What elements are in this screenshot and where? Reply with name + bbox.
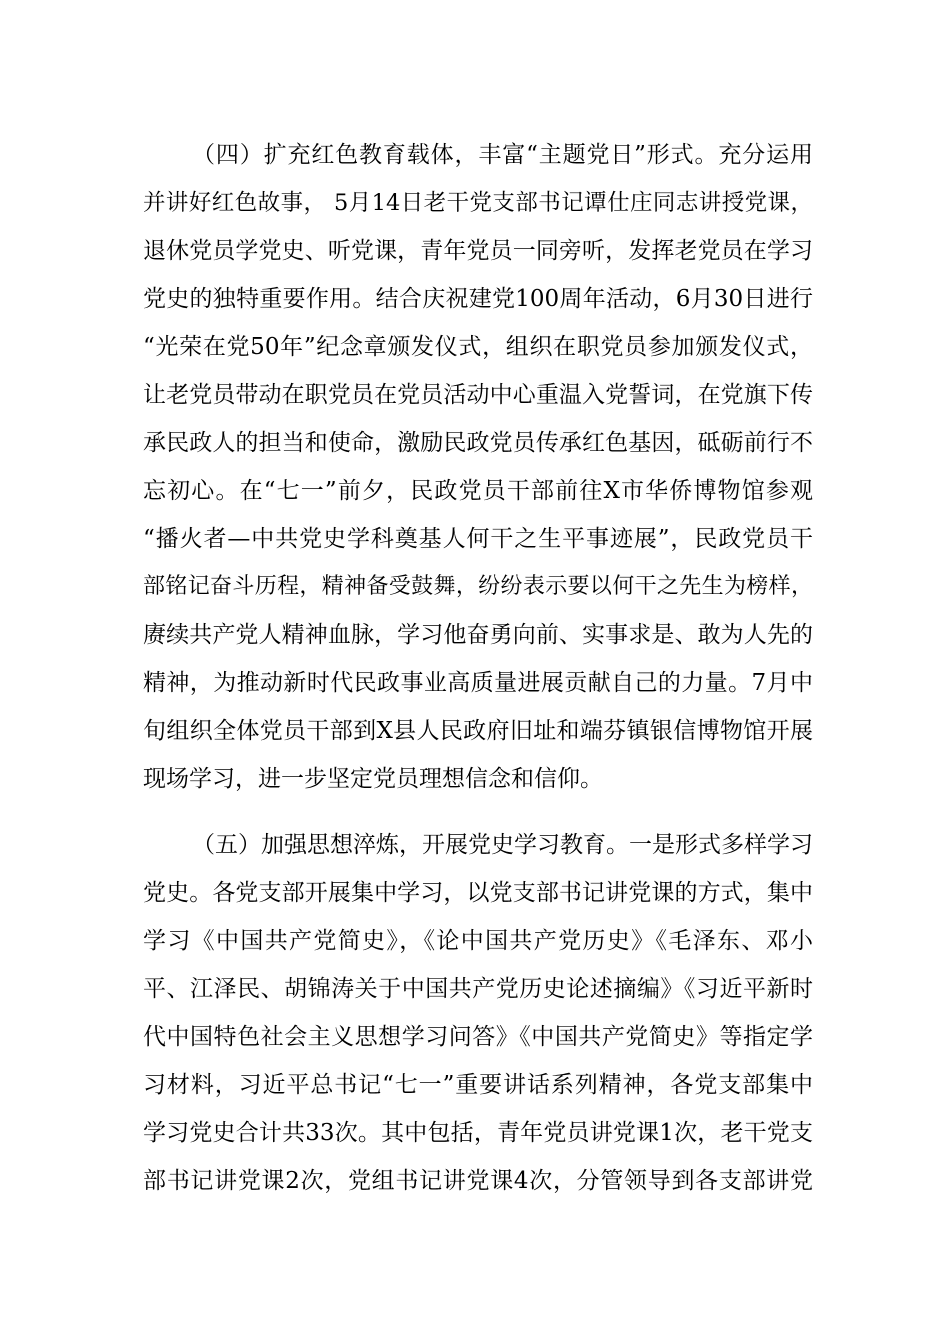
text-line: 精神，为推动新时代民政事业高质量进展贡献自己的力量。7月中 [143,670,813,696]
text-line: 退休党员学党史、听党课，青年党员一同旁听，发挥老党员在学习 [143,238,813,264]
text-line: 习材料，习近平总书记“七一”重要讲话系列精神，各党支部集中 [143,1072,813,1098]
text-line: 让老党员带动在职党员在党员活动中心重温入党誓词，在党旗下传 [143,382,813,408]
text-line: 并讲好红色故事， 5月14日老干党支部书记谭仕庄同志讲授党课， [143,190,813,216]
text-line: 部铭记奋斗历程，精神备受鼓舞，纷纷表示要以何干之先生为榜样， [143,574,813,599]
text-line: “光荣在党50年”纪念章颁发仪式，组织在职党员参加颁发仪式， [143,334,813,360]
text-line: 党史。各党支部开展集中学习，以党支部书记讲党课的方式，集中 [143,880,813,906]
text-line: 赓续共产党人精神血脉，学习他奋勇向前、实事求是、敢为人先的 [143,622,813,648]
text-line: 旬组织全体党员干部到X县人民政府旧址和端芬镇银信博物馆开展 [143,718,813,744]
text-line: 部书记讲党课2次，党组书记讲党课4次，分管领导到各支部讲党 [143,1168,813,1194]
text-line: 现场学习，进一步坚定党员理想信念和信仰。 [143,766,603,792]
text-line: 平、江泽民、胡锦涛关于中国共产党历史论述摘编》《习近平新时 [143,976,813,1002]
text-line: 忘初心。在“七一”前夕，民政党员干部前往X市华侨博物馆参观 [143,478,813,504]
text-line: 代中国特色社会主义思想学习问答》《中国共产党简史》等指定学 [143,1024,813,1050]
text-line: 承民政人的担当和使命，激励民政党员传承红色基因，砥砺前行不 [143,430,813,456]
text-line: （五）加强思想淬炼，开展党史学习教育。一是形式多样学习 [192,832,813,858]
text-line: 党史的独特重要作用。结合庆祝建党100周年活动，6月30日进行 [143,286,813,312]
text-line: 学习《中国共产党简史》，《论中国共产党历史》《毛泽东、邓小 [143,928,813,954]
text-line: （四）扩充红色教育载体，丰富“主题党日”形式。充分运用 [192,142,813,168]
text-line: “播火者—中共党史学科奠基人何干之生平事迹展”，民政党员干 [143,526,813,552]
text-line: 学习党史合计共33次。其中包括，青年党员讲党课1次，老干党支 [143,1120,813,1146]
